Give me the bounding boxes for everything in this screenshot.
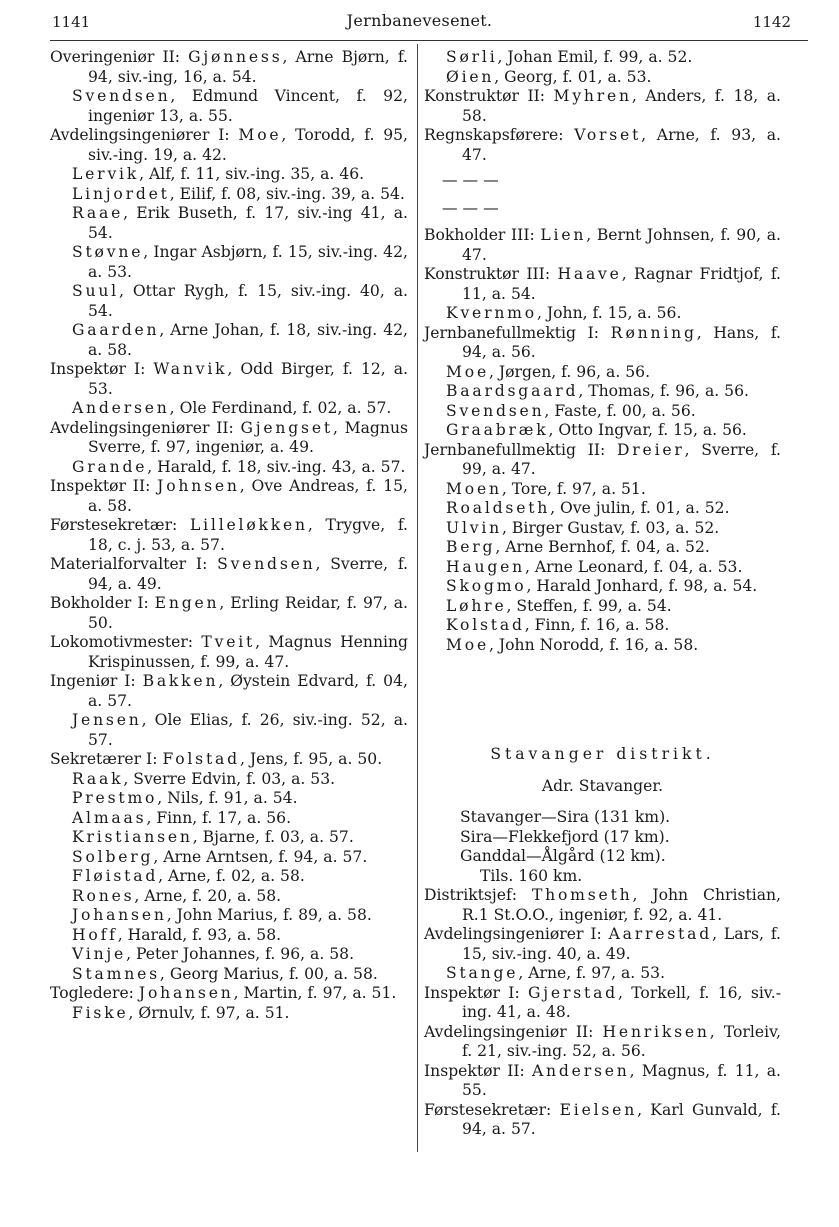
entry-details: , John Christian, R.1 St.O.O., ingeniør, f. 92, a. 41. [462, 886, 781, 924]
surname: Raak [72, 769, 124, 788]
entry-details: , John Marius, f. 89, a. 58. [166, 906, 372, 924]
entry-details: , Georg Marius, f. 00, a. 58. [159, 964, 378, 983]
right-column [424, 48, 781, 1140]
personnel-entry [424, 265, 781, 304]
personnel-entry [50, 282, 408, 321]
surname: Gjengset [240, 418, 333, 437]
right-mid-entries [424, 226, 781, 655]
route-total: Tils. 160 km. [480, 866, 583, 885]
personnel-entry [50, 906, 408, 926]
surname: Løhre [446, 596, 507, 615]
personnel-entry [50, 419, 408, 458]
entry-details: , Ole Elias, f. 26, siv.-ing. 52, a. 57. [88, 711, 408, 749]
entry-details: , Øystein Edvard, f. 04, a. 57. [88, 672, 408, 710]
surname: Bakken [142, 672, 219, 690]
role-label: Jernbanefullmektig I: [424, 323, 611, 342]
entry-details: , Hans, f. 94, a. 56. [462, 323, 781, 361]
entry-details: , Edmund Vincent, f. 92, ingeniør 13, a. 55. [88, 87, 408, 125]
surname: Gaarden [72, 321, 160, 339]
role-label: Avdelingsingeniører I: [424, 925, 609, 943]
entry-details: , Erik Buseth, f. 17, siv.-ing 41, a. 54. [88, 204, 408, 242]
entry-details: , Magnus Henning Krispinussen, f. 99, a. 47. [88, 633, 408, 671]
entry-details: , Bjarne, f. 03, a. 57. [192, 828, 354, 846]
personnel-entry [424, 538, 781, 558]
surname: Almaas [72, 808, 147, 827]
surname: Fiske [72, 1003, 129, 1022]
surname: Moe [238, 126, 282, 144]
entry-details: , Georg, f. 01, a. 53. [494, 67, 652, 86]
entry-details: , Ørnulv, f. 97, a. 51. [128, 1003, 290, 1022]
surname: Støvne [72, 243, 144, 261]
personnel-entry [424, 558, 781, 578]
role-label: Ingeniør I: [50, 672, 143, 690]
entry-details: , Birger Gustav, f. 03, a. 52. [501, 518, 720, 537]
entry-details: , Ingar Asbjørn, f. 15, siv.-ing. 42, a. 53. [88, 243, 408, 281]
role-label: Bokholder I: [50, 594, 155, 612]
dash-separator-2: — — — [442, 198, 499, 217]
page-number-right: 1142 [752, 13, 791, 31]
surname: Moen [446, 479, 502, 498]
entry-details: , Odd Birger, f. 12, a. 53. [88, 360, 408, 398]
personnel-entry [424, 886, 781, 925]
surname: Henriksen [602, 1022, 710, 1041]
surname: Raae [72, 204, 124, 222]
entry-details: , Anders, f. 18, a. 58. [462, 87, 781, 125]
personnel-entry [50, 984, 408, 1004]
personnel-entry [424, 597, 781, 617]
role-label: Førstesekretær: [50, 516, 190, 534]
surname: Rones [72, 886, 135, 905]
entry-details: , Johan Emil, f. 99, a. 52. [497, 48, 693, 66]
personnel-entry [424, 304, 781, 324]
role-label: Avdelingsingeniør II: [424, 1022, 603, 1041]
page-number-left: 1141 [52, 13, 91, 31]
surname: Ulvin [446, 518, 502, 537]
surname: Jensen [72, 711, 142, 729]
entry-details: , Sverre, f. 94, a. 49. [88, 555, 408, 593]
personnel-entry [50, 770, 408, 790]
surname: Aarrestad [608, 925, 713, 943]
entry-details: , Sverre Edvin, f. 03, a. 53. [123, 769, 336, 788]
entry-details: , John, f. 15, a. 56. [536, 304, 682, 322]
entry-details: , Arne Bjørn, f. 94, siv.-ing, 16, a. 54. [88, 48, 408, 86]
entry-details: , Jens, f. 95, a. 50. [239, 750, 383, 768]
entry-details: , Karl Gunvald, f. 94, a. 57. [462, 1100, 781, 1138]
personnel-entry [50, 750, 408, 770]
left-column [50, 48, 408, 1023]
entry-details: , Ove julin, f. 01, a. 52. [550, 499, 730, 517]
surname: Fløistad [72, 867, 159, 885]
personnel-entry [424, 226, 781, 265]
entry-details: , Otto Ingvar, f. 15, a. 56. [548, 421, 747, 439]
entry-details: , Faste, f. 00, a. 56. [544, 401, 696, 420]
surname: Lien [540, 226, 587, 244]
personnel-entry [424, 48, 781, 68]
personnel-entry [50, 594, 408, 633]
surname: Dreier [617, 440, 685, 459]
personnel-entry [424, 480, 781, 500]
surname: Lilleløkken [189, 516, 308, 534]
personnel-entry [50, 809, 408, 829]
entry-details: , Arne Leonard, f. 04, a. 53. [525, 557, 743, 576]
surname: Stamnes [72, 964, 160, 983]
header-rule [50, 40, 808, 41]
personnel-entry [424, 441, 781, 480]
role-label: Inspektør I: [50, 360, 154, 378]
entry-details: , Trygve, f. 18, c. j. 53, a. 57. [88, 516, 408, 554]
district-entries [424, 886, 781, 1140]
role-label: Lokomotivmester: [50, 633, 202, 651]
personnel-entry [424, 1023, 781, 1062]
role-label: Førstesekretær: [424, 1100, 560, 1119]
personnel-entry [424, 382, 781, 402]
page-header [0, 0, 839, 44]
surname: Rønning [610, 323, 697, 342]
route-line: Ganddal—Ålgård (12 km). [460, 847, 666, 865]
entry-details: , Ottar Rygh, f. 15, siv.-ing. 40, a. 54. [88, 282, 408, 320]
dash-separator-1: — — — [442, 171, 499, 189]
personnel-entry [50, 321, 408, 360]
entry-details: , Magnus Sverre, f. 97, ingeniør, a. 49. [88, 418, 409, 456]
personnel-entry [424, 964, 781, 984]
personnel-entry [50, 204, 408, 243]
entry-details: , Steffen, f. 99, a. 54. [506, 596, 672, 615]
personnel-entry [50, 477, 408, 516]
personnel-entry [50, 672, 408, 711]
personnel-entry [50, 185, 408, 205]
role-label: Jernbanefullmektig II: [424, 440, 617, 459]
surname: Vinje [72, 945, 127, 963]
surname: Thomseth [531, 886, 633, 904]
role-label: Regnskapsførere: [424, 126, 575, 144]
surname: Baardsgaard [446, 382, 579, 400]
entry-details: , Sverre, f. 99, a. 47. [462, 440, 781, 478]
role-label: Inspektør II: [424, 1061, 532, 1080]
role-label: Konstruktør III: [424, 265, 558, 283]
role-label: Togledere: [50, 984, 139, 1002]
entry-details: , Arne, f. 20, a. 58. [134, 886, 282, 905]
personnel-entry [424, 519, 781, 539]
district-address: Adr. Stavanger. [541, 776, 664, 795]
entry-details: , Arne, f. 97, a. 53. [518, 964, 666, 982]
surname: Grande [72, 457, 148, 476]
entry-details: , Torodd, f. 95, siv.-ing. 19, a. 42. [88, 126, 409, 164]
surname: Kristiansen [72, 828, 193, 846]
personnel-entry [50, 711, 408, 750]
role-label: Sekretærer I: [50, 750, 163, 768]
personnel-entry [50, 516, 408, 555]
surname: Johansen [138, 984, 234, 1002]
surname: Kvernmo [446, 304, 537, 322]
personnel-entry [50, 555, 408, 594]
surname: Roaldseth [446, 499, 551, 517]
entry-details: , Harald, f. 93, a. 58. [117, 925, 282, 944]
personnel-entry [424, 636, 781, 656]
personnel-entry [50, 828, 408, 848]
personnel-entry [50, 945, 408, 965]
entry-details: , Tore, f. 97, a. 51. [501, 479, 646, 498]
surname: Prestmo [72, 789, 158, 807]
surname: Svendsen [446, 401, 545, 420]
entry-details: , Arne Arntsen, f. 94, a. 57. [153, 847, 368, 866]
personnel-entry [424, 363, 781, 383]
surname: Linjordet [72, 184, 170, 203]
surname: Moe [446, 635, 489, 654]
surname: Engen [154, 594, 220, 612]
personnel-entry [50, 126, 408, 165]
route-line: Stavanger—Sira (131 km). [460, 808, 671, 826]
running-title: Jernbanevesenet. [346, 11, 493, 30]
personnel-entry [424, 1062, 781, 1101]
personnel-entry [424, 616, 781, 636]
role-label: Avdelingsingeniører I: [50, 126, 239, 144]
surname: Hoff [72, 925, 118, 944]
surname: Moe [446, 362, 489, 381]
entry-details: , Finn, f. 16, a. 58. [524, 616, 670, 634]
entry-details: , Erling Reidar, f. 97, a. 50. [88, 594, 408, 632]
surname: Solberg [72, 847, 154, 866]
entry-details: , Torkell, f. 16, siv.-ing. 41, a. 48. [462, 983, 781, 1021]
personnel-entry [424, 925, 781, 964]
personnel-entry [424, 126, 781, 165]
role-label: Bokholder III: [424, 226, 541, 244]
entry-details: , Arne Bernhof, f. 04, a. 52. [495, 538, 710, 556]
entry-details: , Harald Jonhard, f. 98, a. 54. [526, 577, 758, 595]
surname: Haugen [446, 557, 525, 576]
role-label: Distriktsjef: [424, 886, 532, 904]
role-label: Konstruktør II: [424, 87, 554, 105]
personnel-entry [424, 68, 781, 88]
surname: Øien [446, 67, 495, 86]
surname: Kolstad [446, 616, 525, 634]
personnel-entry [424, 1101, 781, 1140]
surname: Wanvik [153, 360, 228, 378]
personnel-entry [50, 789, 408, 809]
surname: Myhren [553, 87, 632, 105]
entry-details: , Peter Johannes, f. 96, a. 58. [126, 945, 355, 963]
personnel-entry [50, 399, 408, 419]
personnel-entry [50, 165, 408, 185]
surname: Stange [446, 964, 519, 982]
personnel-entry [50, 926, 408, 946]
surname: Suul [72, 282, 119, 300]
entry-details: , Harald, f. 18, siv.-ing. 43, a. 57. [147, 457, 406, 476]
entry-details: , Arne Johan, f. 18, siv.-ing. 42, a. 58. [88, 321, 408, 359]
surname: Andersen [531, 1061, 630, 1080]
personnel-entry [50, 633, 408, 672]
role-label: Materialforvalter I: [50, 555, 218, 573]
entry-details: , Ove Andreas, f. 15, a. 58. [88, 477, 408, 515]
personnel-entry [50, 87, 408, 126]
entry-details: , Thomas, f. 96, a. 56. [578, 382, 749, 400]
role-label: Inspektør II: [50, 477, 158, 495]
personnel-entry [50, 360, 408, 399]
surname: Gjønness [188, 48, 283, 66]
role-label: Avdelingsingeniører II: [50, 418, 241, 437]
district-routes [424, 808, 781, 886]
surname: Skogmo [446, 577, 527, 595]
surname: Tveit [201, 633, 256, 651]
surname: Svendsen [72, 87, 171, 105]
personnel-entry [424, 324, 781, 363]
personnel-entry [424, 421, 781, 441]
role-label: Overingeniør II: [50, 48, 189, 66]
personnel-entry [50, 887, 408, 907]
personnel-entry [50, 48, 408, 87]
personnel-entry [50, 1004, 408, 1024]
right-top-entries [424, 48, 781, 165]
surname: Sørli [446, 48, 498, 66]
entry-details: , Eilif, f. 08, siv.-ing. 39, a. 54. [169, 184, 405, 203]
district-title: Stavanger distrikt. [490, 745, 715, 763]
entry-details: , Jørgen, f. 96, a. 56. [488, 362, 651, 381]
personnel-entry [50, 243, 408, 282]
entry-details: , John Norodd, f. 16, a. 58. [488, 635, 699, 654]
entry-details: , Torleiv, f. 21, siv.-ing. 52, a. 56. [462, 1022, 781, 1060]
entry-details: , Finn, f. 17, a. 56. [146, 808, 292, 827]
surname: Folstad [162, 750, 240, 768]
entry-details: , Bernt Johnsen, f. 90, a. 47. [462, 226, 781, 264]
entry-details: , Alf, f. 11, siv.-ing. 35, a. 46. [139, 165, 365, 183]
entry-details: , Arne, f. 02, a. 58. [158, 867, 305, 885]
entry-details: , Lars, f. 15, siv.-ing. 40, a. 49. [462, 925, 781, 963]
surname: Lervik [72, 165, 140, 183]
entry-details: , Arne, f. 93, a. 47. [462, 126, 781, 164]
role-label: Inspektør I: [424, 983, 529, 1002]
personnel-entry [50, 848, 408, 868]
personnel-entry [50, 965, 408, 985]
personnel-entry [424, 984, 781, 1023]
column-divider [417, 44, 418, 1152]
surname: Berg [446, 538, 496, 556]
personnel-entry [424, 577, 781, 597]
surname: Andersen [72, 399, 170, 417]
personnel-entry [424, 87, 781, 126]
entry-details: , Nils, f. 91, a. 54. [157, 789, 298, 807]
route-line: Sira—Flekkefjord (17 km). [460, 827, 670, 846]
surname: Johansen [72, 906, 167, 924]
surname: Graabræk [446, 421, 549, 439]
personnel-entry [50, 867, 408, 887]
surname: Haave [557, 265, 622, 283]
personnel-entry [424, 499, 781, 519]
surname: Vorset [574, 126, 642, 144]
surname: Eielsen [559, 1100, 638, 1119]
entry-details: , Martin, f. 97, a. 51. [233, 984, 397, 1002]
surname: Svendsen [217, 555, 316, 573]
entry-details: , Ole Ferdinand, f. 02, a. 57. [169, 399, 392, 417]
personnel-entry [424, 402, 781, 422]
surname: Johnsen [157, 477, 240, 495]
personnel-entry [50, 458, 408, 478]
entry-details: , Ragnar Fridtjof, f. 11, a. 54. [462, 265, 781, 303]
entry-details: , Magnus, f. 11, a. 55. [462, 1061, 781, 1099]
surname: Gjerstad [528, 983, 618, 1002]
